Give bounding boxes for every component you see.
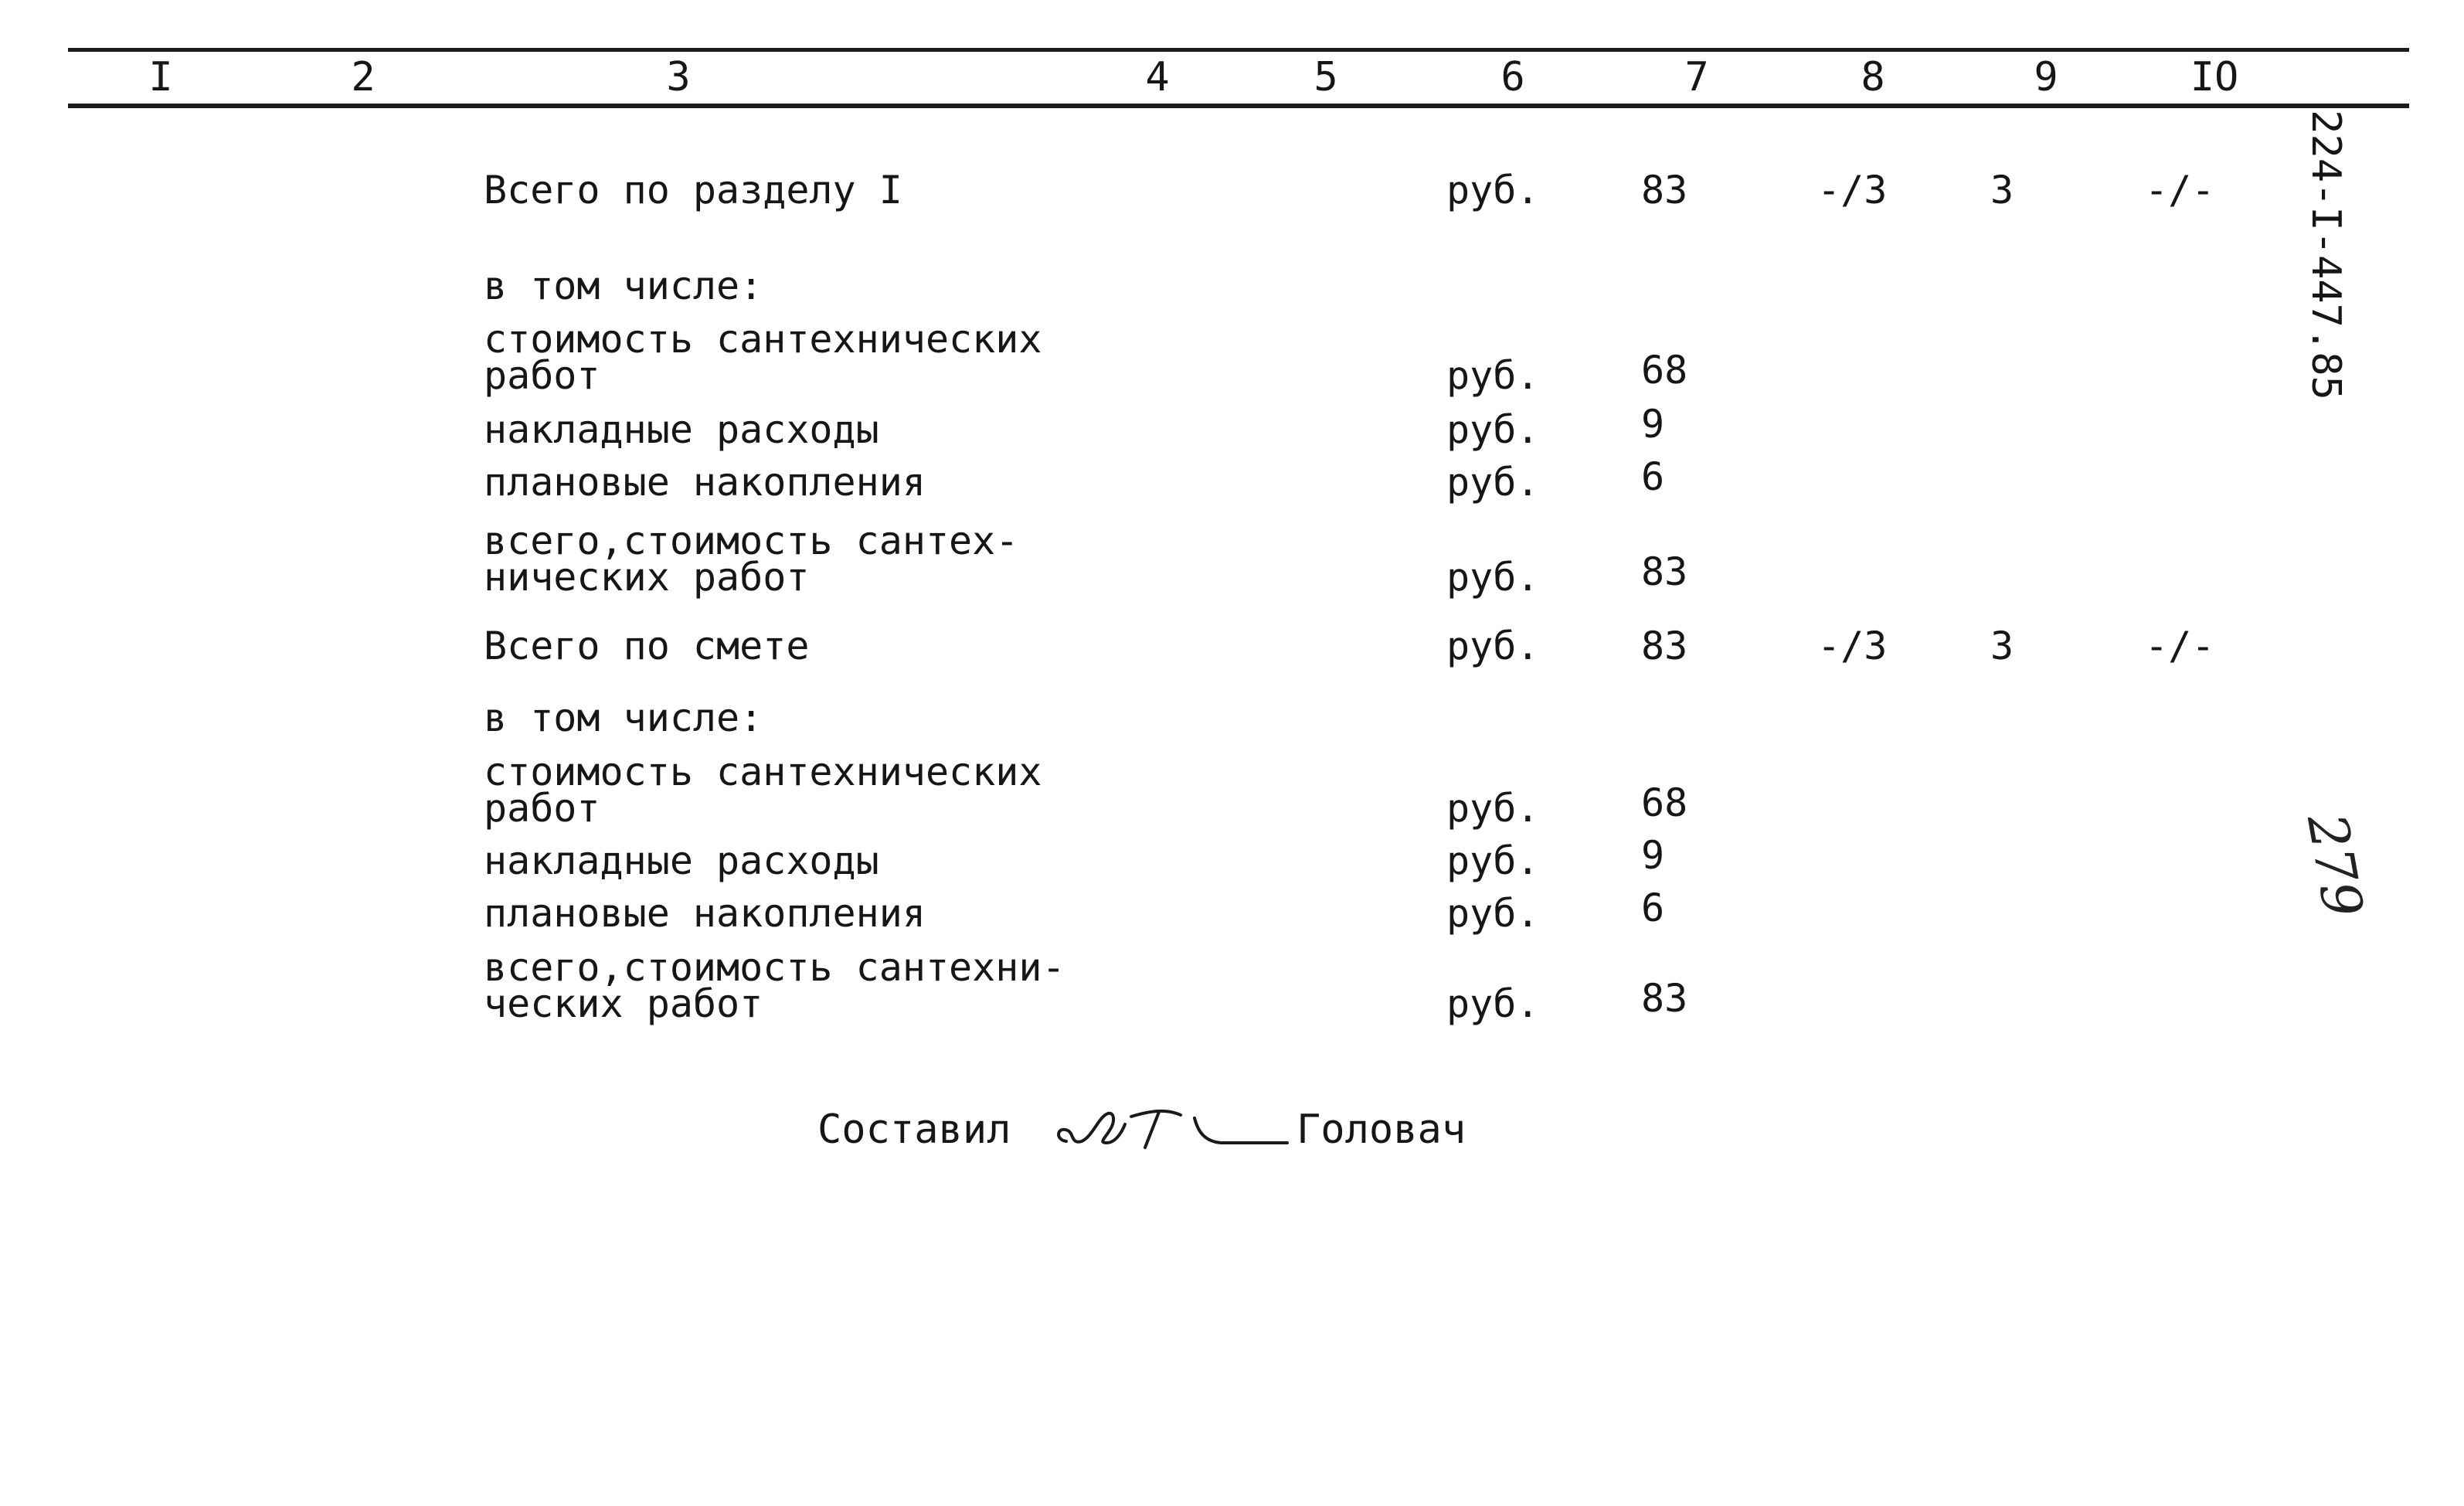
estimate-total-col8: -/3 — [1817, 624, 1888, 668]
estimate-total-col10: -/- — [2145, 624, 2215, 668]
column-number-1: I — [148, 54, 173, 100]
section-item-4-line2: нических работ — [484, 555, 810, 600]
estimate-item-3-value: 6 — [1641, 886, 1665, 930]
estimate-item-4-unit: руб. — [1446, 981, 1540, 1026]
section-item-3-label: плановые накопления — [484, 460, 926, 505]
column-number-6: 6 — [1500, 54, 1525, 100]
column-number-8: 8 — [1861, 54, 1885, 100]
document-code: 224-I-447.85 — [2303, 110, 2349, 400]
estimate-item-1-unit: руб. — [1446, 786, 1540, 831]
header-top-rule — [68, 48, 2409, 52]
estimate-item-2-label: накладные расходы — [484, 838, 879, 883]
header-bottom-rule — [68, 104, 2409, 108]
section-total-unit: руб. — [1446, 168, 1540, 212]
section-item-4-value: 83 — [1641, 549, 1688, 594]
section-item-2-value: 9 — [1641, 402, 1665, 447]
column-number-4: 4 — [1145, 54, 1170, 100]
column-number-10: IO — [2190, 54, 2239, 100]
section-item-1-line2: работ — [484, 353, 600, 398]
section-total-label: Всего по разделу I — [484, 168, 902, 212]
section-item-3-value: 6 — [1641, 454, 1665, 499]
compiler-name: Головач — [1297, 1107, 1467, 1153]
compiled-by-label: Составил — [817, 1107, 1011, 1153]
section-item-1-line1: стоимость сантехнических — [484, 317, 1042, 362]
section-item-3-unit: руб. — [1446, 460, 1540, 505]
estimate-item-3-label: плановые накопления — [484, 891, 926, 936]
section-item-1-value: 68 — [1641, 348, 1688, 393]
section-total-col7: 83 — [1641, 168, 1688, 212]
handwritten-signature — [1051, 1093, 1290, 1163]
estimate-total-unit: руб. — [1446, 624, 1540, 668]
estimate-item-1-value: 68 — [1641, 780, 1688, 825]
estimate-item-2-unit: руб. — [1446, 838, 1540, 883]
estimate-item-3-unit: руб. — [1446, 891, 1540, 936]
section-item-4-line1: всего,стоимость сантех- — [484, 518, 1019, 563]
estimate-total-label: Всего по смете — [484, 624, 810, 668]
section-total-col9: 3 — [1990, 168, 2014, 212]
estimate-total-col7: 83 — [1641, 624, 1688, 668]
column-number-2: 2 — [351, 54, 376, 100]
section-including-label: в том числе: — [484, 263, 763, 308]
estimate-item-4-line1: всего,стоимость сантехни- — [484, 945, 1065, 990]
section-total-col10: -/- — [2145, 168, 2215, 212]
section-item-2-unit: руб. — [1446, 407, 1540, 452]
column-number-9: 9 — [2034, 54, 2058, 100]
section-item-2-label: накладные расходы — [484, 407, 879, 452]
column-number-3: 3 — [666, 54, 691, 100]
page-number: 279 — [2295, 809, 2375, 922]
section-item-4-unit: руб. — [1446, 555, 1540, 600]
column-number-5: 5 — [1314, 54, 1338, 100]
section-item-1-unit: руб. — [1446, 353, 1540, 398]
estimate-total-col9: 3 — [1990, 624, 2014, 668]
estimate-including-label: в том числе: — [484, 695, 763, 740]
estimate-item-2-value: 9 — [1641, 833, 1665, 878]
estimate-item-4-line2: ческих работ — [484, 981, 763, 1026]
estimate-item-1-line2: работ — [484, 786, 600, 831]
section-total-col8: -/3 — [1817, 168, 1888, 212]
column-number-7: 7 — [1684, 54, 1709, 100]
estimate-item-4-value: 83 — [1641, 976, 1688, 1021]
estimate-item-1-line1: стоимость сантехнических — [484, 750, 1042, 794]
